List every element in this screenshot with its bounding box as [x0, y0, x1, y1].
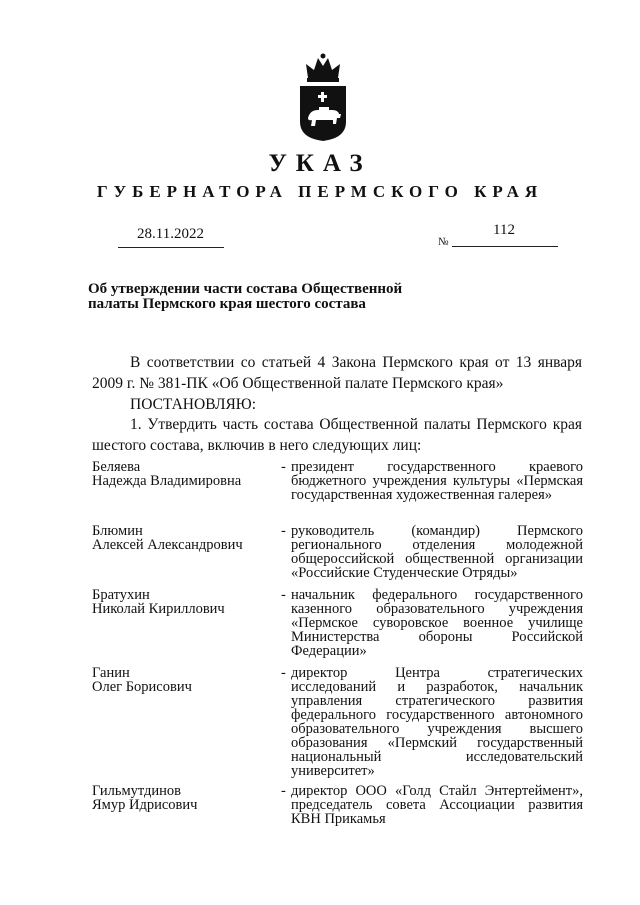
member-position: директор ООО «Голд Стайл Энтертеймент», председатель совета Ассоциации развития КВН Прикамья: [291, 783, 583, 827]
number-sign: №: [438, 236, 449, 248]
member-given-names: Алексей Александрович: [92, 537, 243, 553]
member-surname: Ганин: [92, 665, 130, 681]
member-given-names: Ямур Идрисович: [92, 797, 198, 813]
member-name: [92, 666, 277, 694]
perm-krai-coat-of-arms-icon: [298, 52, 348, 142]
member-surname: Братухин: [92, 587, 150, 603]
clause-1-paragraph: 1. Утвердить часть состава Общественной палаты Пермского края шестого состава, включив в него следующих лиц:: [92, 416, 582, 454]
document-type: УКАЗ: [268, 150, 372, 177]
member-dash: -: [281, 459, 286, 475]
document-subject: [88, 282, 402, 312]
document-number: 112: [493, 222, 515, 238]
subject-line-2: палаты Пермского края шестого состава: [88, 296, 366, 312]
document-date: 28.11.2022: [137, 226, 204, 242]
member-dash: -: [281, 665, 286, 681]
member-dash: -: [281, 783, 286, 799]
member-surname: Беляева: [92, 459, 141, 475]
member-given-names: Николай Кириллович: [92, 601, 225, 617]
member-dash: -: [281, 587, 286, 603]
member-given-names: Олег Борисович: [92, 679, 192, 695]
member-name: [92, 460, 277, 488]
member-position: начальник федерального государственного казенного образовательного учреждения «Пермское суворовское военное училище Министерства обороны Российской Федерации»: [291, 587, 583, 659]
member-position: президент государственного краевого бюджетного учреждения культуры «Пермская государственная художественная галерея»: [291, 459, 583, 503]
member-name: [92, 588, 277, 616]
resolution-heading: ПОСТАНОВЛЯЮ:: [130, 396, 257, 413]
member-position: директор Центра стратегических исследований и разработок, начальник управления стратегического развития федерального государственного автономного образовательного учреждения высшего образования «Пермский государственный национальный исследовательский университет»: [291, 665, 583, 779]
member-name: [92, 524, 277, 552]
document-issuer: ГУБЕРНАТОРА ПЕРМСКОГО КРАЯ: [96, 182, 544, 201]
number-underline: [452, 246, 558, 247]
member-dash: -: [281, 523, 286, 539]
member-position: руководитель (командир) Пермского регионального отделения молодежной общероссийской общественной организации «Российские Студенческие Отряды»: [291, 523, 583, 581]
member-surname: Гильмутдинов: [92, 783, 182, 799]
member-surname: Блюмин: [92, 523, 143, 539]
subject-line-1: Об утверждении части состава Общественной: [88, 281, 403, 297]
date-underline: [118, 247, 224, 248]
member-name: [92, 784, 277, 812]
member-given-names: Надежда Владимировна: [92, 473, 242, 489]
preamble-paragraph: В соответствии со статьей 4 Закона Пермского края от 13 января 2009 г. № 381-ПК «Об Общественной палате Пермского края»: [92, 354, 582, 392]
